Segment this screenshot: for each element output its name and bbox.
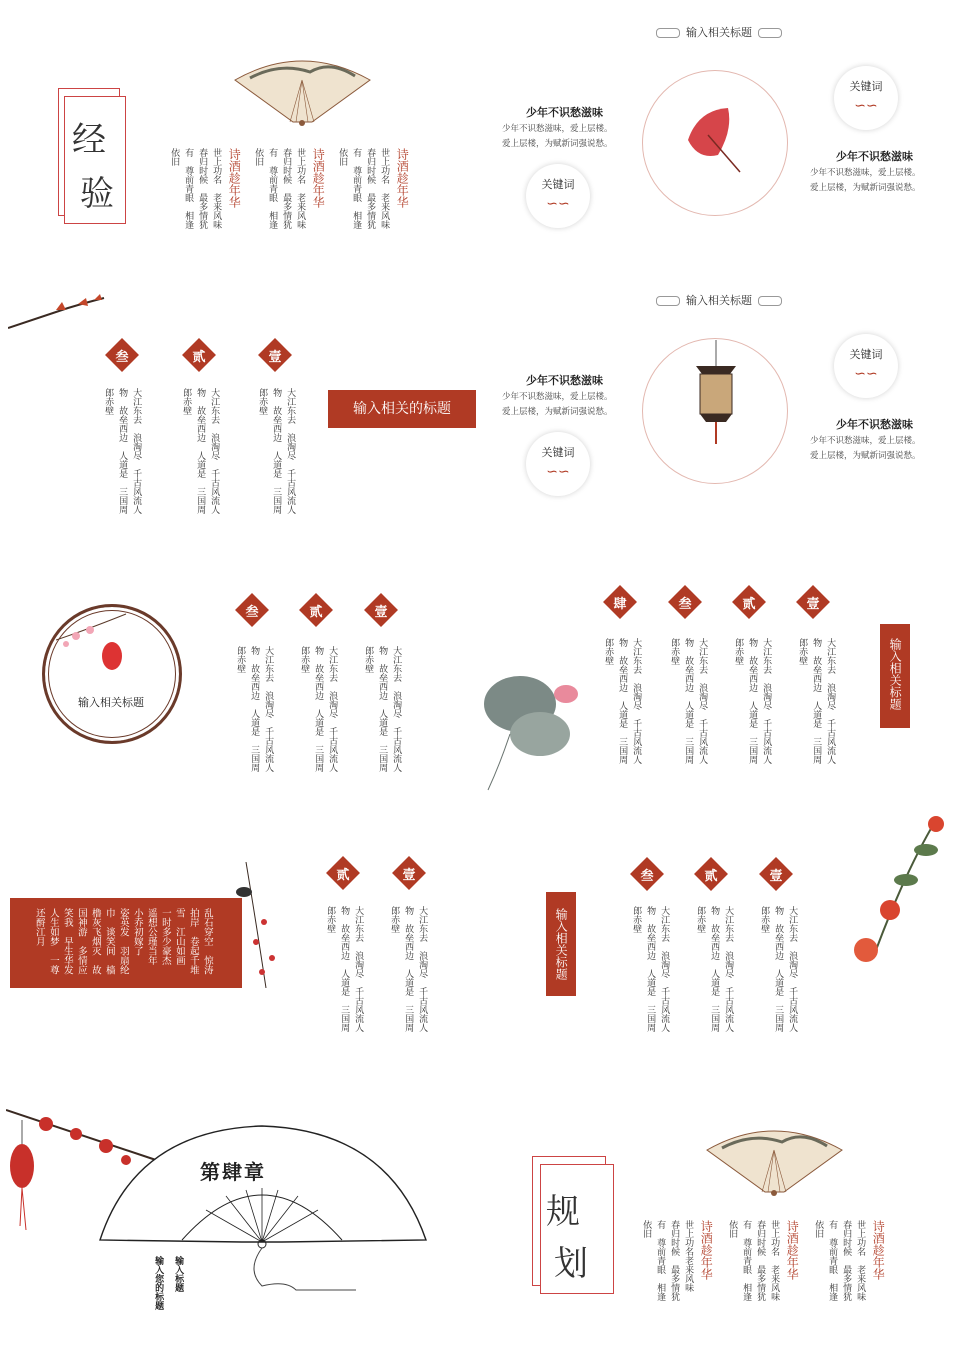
poem-line: 世上功名 老来风味: [211, 148, 222, 229]
title-char-1: 经: [72, 120, 106, 160]
text-column: 物 故垒西边 人道是 三国周: [117, 388, 128, 514]
poem-line: 世上功名 老来风味: [855, 1220, 866, 1301]
poem-line: 国神游 多情应: [75, 908, 87, 975]
poem-line: 春归时候 最多情犹: [197, 148, 208, 229]
text-column: 物 故垒西边 人道是 三国周: [271, 388, 282, 514]
text-column: 郎赤壁: [603, 638, 614, 665]
text-column: 物 故垒西边 人道是 三国周: [339, 906, 350, 1032]
text-column: 大江东去 浪淘尽 千古风流人: [131, 388, 142, 514]
poem-line: 一时多少豪杰: [159, 908, 171, 965]
keyword-label: 关键词: [541, 446, 575, 459]
poem-line: 橹灰飞烟灭 故: [89, 908, 101, 975]
title-box: [328, 390, 476, 428]
poem-line: 有 尊前青眼 相逢: [351, 148, 362, 229]
keyword-label: 关键词: [849, 80, 883, 93]
side-title-box: [546, 892, 576, 996]
keyword-badge: [526, 164, 590, 228]
diamond-label: 叁: [640, 869, 654, 884]
diamond-label: 壹: [268, 350, 282, 365]
slide-header: 输入相关标题: [650, 24, 788, 40]
maple-branch-image: [8, 288, 108, 348]
diamond-label: 壹: [402, 868, 416, 883]
text-column: 物 故垒西边 人道是 三国周: [377, 646, 388, 772]
right-line: 爱上层楼，为赋新词强说愁。: [810, 451, 921, 461]
poem-head: 诗酒趁年华: [871, 1220, 886, 1280]
left-line: 爱上层楼，为赋新词强说愁。: [502, 139, 613, 149]
keyword-label: 关键词: [541, 178, 575, 191]
poem-line: 雪 江山如画: [173, 908, 185, 965]
poem-line: 春归时候 最多情犹: [755, 1220, 766, 1301]
text-column: 物 故垒西边 人道是 三国周: [709, 906, 720, 1032]
keyword-badge: [834, 334, 898, 398]
text-column: 大江东去 浪淘尽 千古风流人: [263, 646, 274, 772]
side-title-label: 输入相关标题: [554, 908, 569, 980]
poem-line: 有 尊前青眼 相逢: [267, 148, 278, 229]
poem-line: 依旧: [337, 148, 348, 166]
keyword-badge: [834, 66, 898, 130]
plum-lantern-image: [56, 610, 146, 680]
text-column: 郎赤壁: [181, 388, 192, 415]
diamond-label: 叁: [678, 597, 692, 612]
text-column: 郎赤壁: [325, 906, 336, 933]
poem-line: 春归时候 最多情犹: [365, 148, 376, 229]
text-column: 物 故垒西边 人道是 三国周: [645, 906, 656, 1032]
umbrella-image: [678, 100, 758, 180]
text-column: 大江东去 浪淘尽 千古风流人: [285, 388, 296, 514]
text-column: 大江东去 浪淘尽 千古风流人: [787, 906, 798, 1032]
poem-line: 依旧: [727, 1220, 738, 1238]
text-column: 物 故垒西边 人道是 三国周: [773, 906, 784, 1032]
poem-line: 春归时候 最多情犹: [669, 1220, 680, 1301]
poem-line: 拍岸 卷起千堆: [187, 908, 199, 975]
poem-line: 遥想公瑾当年: [145, 908, 157, 965]
text-column: 大江东去 浪淘尽 千古风流人: [327, 646, 338, 772]
cloud-icon: ∽∽: [546, 196, 570, 212]
lotus-image: [480, 664, 600, 794]
poem-line: 笑我 早生华发: [61, 908, 73, 975]
poem-line: 世上功名 老来风味: [295, 148, 306, 229]
diamond-label: 壹: [769, 869, 783, 884]
text-column: 物 故垒西边 人道是 三国周: [195, 388, 206, 514]
text-column: 大江东去 浪淘尽 千古风流人: [723, 906, 734, 1032]
text-column: 大江东去 浪淘尽 千古风流人: [417, 906, 428, 1032]
diamond-label: 壹: [374, 605, 388, 620]
left-line: 少年不识愁滋味，爱上层楼。: [502, 392, 613, 402]
poem-line: 依旧: [813, 1220, 824, 1238]
right-line: 爱上层楼，为赋新词强说愁。: [810, 183, 921, 193]
text-column: 物 故垒西边 人道是 三国周: [617, 638, 628, 764]
keyword-badge: [526, 432, 590, 496]
poem-line: 有 尊前青眼 相逢: [183, 148, 194, 229]
text-column: 郎赤壁: [695, 906, 706, 933]
right-line: 少年不识愁滋味，爱上层楼。: [810, 436, 921, 446]
text-column: 物 故垒西边 人道是 三国周: [249, 646, 260, 772]
chapter-subtitle: 输入您的标题: [153, 1256, 164, 1310]
diamond-label: 壹: [806, 597, 820, 612]
cloud-icon: ∽∽: [854, 366, 878, 382]
poem-line: 有 尊前青眼 相逢: [827, 1220, 838, 1301]
poem-line: 小乔初嫁了: [131, 908, 143, 956]
text-column: 大江东去 浪淘尽 千古风流人: [697, 638, 708, 764]
text-column: 物 故垒西边 人道是 三国周: [747, 638, 758, 764]
left-title: 少年不识愁滋味: [526, 374, 603, 387]
diamond-label: 肆: [613, 597, 627, 612]
poem-line: 巾 谈笑间 樯: [103, 908, 115, 975]
text-column: 物 故垒西边 人道是 三国周: [313, 646, 324, 772]
text-column: 郎赤壁: [759, 906, 770, 933]
side-title-box: [880, 624, 910, 728]
fan-painting: [702, 1120, 847, 1200]
text-column: 物 故垒西边 人道是 三国周: [811, 638, 822, 764]
left-title: 少年不识愁滋味: [526, 106, 603, 119]
text-column: 物 故垒西边 人道是 三国周: [683, 638, 694, 764]
poem-line: 乱石穿空 惊涛: [201, 908, 213, 975]
slide-header: 输入相关标题: [650, 292, 788, 308]
title-char-2: 验: [80, 174, 114, 214]
text-column: 物 故垒西边 人道是 三国周: [403, 906, 414, 1032]
text-column: 郎赤壁: [299, 646, 310, 673]
poem-line: 世上功名老来风味: [683, 1220, 694, 1292]
text-column: 郎赤壁: [669, 638, 680, 665]
text-column: 郎赤壁: [733, 638, 744, 665]
poem-line: 春归时候 最多情犹: [281, 148, 292, 229]
right-title: 少年不识愁滋味: [836, 150, 913, 163]
poem-line: 依旧: [253, 148, 264, 166]
poem-head: 诗酒趁年华: [785, 1220, 800, 1280]
circle-title: 输入相关标题: [78, 696, 144, 709]
text-column: 大江东去 浪淘尽 千古风流人: [209, 388, 220, 514]
diamond-label: 贰: [742, 597, 756, 612]
diamond-label: 贰: [192, 350, 206, 365]
text-column: 郎赤壁: [257, 388, 268, 415]
cloud-icon: ∽∽: [546, 464, 570, 480]
poem-line: 世上功名 老来风味: [379, 148, 390, 229]
text-column: 郎赤壁: [631, 906, 642, 933]
fan-painting: [230, 50, 375, 130]
text-column: 大江东去 浪淘尽 千古风流人: [631, 638, 642, 764]
text-column: 郎赤壁: [797, 638, 808, 665]
poem-line: 世上功名 老来风味: [769, 1220, 780, 1301]
text-column: 大江东去 浪淘尽 千古风流人: [825, 638, 836, 764]
cloud-icon: ∽∽: [854, 98, 878, 114]
diamond-label: 叁: [115, 350, 129, 365]
side-title-label: 输入相关标题: [888, 638, 903, 710]
title-char-2: 划: [554, 1244, 588, 1284]
text-column: 郎赤壁: [103, 388, 114, 415]
diamond-label: 贰: [309, 605, 323, 620]
left-line: 少年不识愁滋味，爱上层楼。: [502, 124, 613, 134]
poem-head: 诗酒趁年华: [395, 148, 410, 208]
diamond-label: 贰: [704, 869, 718, 884]
poem-head: 诗酒趁年华: [311, 148, 326, 208]
poem-line: 春归时候 最多情犹: [841, 1220, 852, 1301]
poem-line: 依旧: [641, 1220, 652, 1238]
diamond-label: 叁: [245, 605, 259, 620]
right-line: 少年不识愁滋味，爱上层楼。: [810, 168, 921, 178]
text-column: 郎赤壁: [235, 646, 246, 673]
left-line: 爱上层楼，为赋新词强说愁。: [502, 407, 613, 417]
right-title: 少年不识愁滋味: [836, 418, 913, 431]
folding-fan-image: [96, 1110, 430, 1310]
text-column: 郎赤壁: [389, 906, 400, 933]
poem-head: 诗酒趁年华: [699, 1220, 714, 1280]
poem-line: 还酹江月: [33, 908, 45, 946]
red-flower-branch-image: [836, 810, 952, 976]
chapter-subtitle: 输入标题: [173, 1256, 184, 1292]
poem-line: 人生如梦 一尊: [47, 908, 59, 975]
poem-line: 有 尊前青眼 相逢: [655, 1220, 666, 1301]
chapter-title: 第肆章: [200, 1160, 266, 1184]
poem-line: 有 尊前青眼 相逢: [741, 1220, 752, 1301]
text-column: 大江东去 浪淘尽 千古风流人: [761, 638, 772, 764]
text-column: 郎赤壁: [363, 646, 374, 673]
poem-line: 依旧: [169, 148, 180, 166]
poem-line: 姿英发 羽扇纶: [117, 908, 129, 975]
text-column: 大江东去 浪淘尽 千古风流人: [353, 906, 364, 1032]
text-column: 大江东去 浪淘尽 千古风流人: [391, 646, 402, 772]
diamond-label: 贰: [336, 868, 350, 883]
palace-lantern-image: [690, 340, 742, 448]
text-column: 大江东去 浪淘尽 千古风流人: [659, 906, 670, 1032]
bird-plum-image: [226, 862, 286, 988]
title-box-label: 输入相关的标题: [353, 401, 451, 417]
title-char-1: 规: [546, 1192, 580, 1232]
poem-head: 诗酒趁年华: [227, 148, 242, 208]
keyword-label: 关键词: [849, 348, 883, 361]
